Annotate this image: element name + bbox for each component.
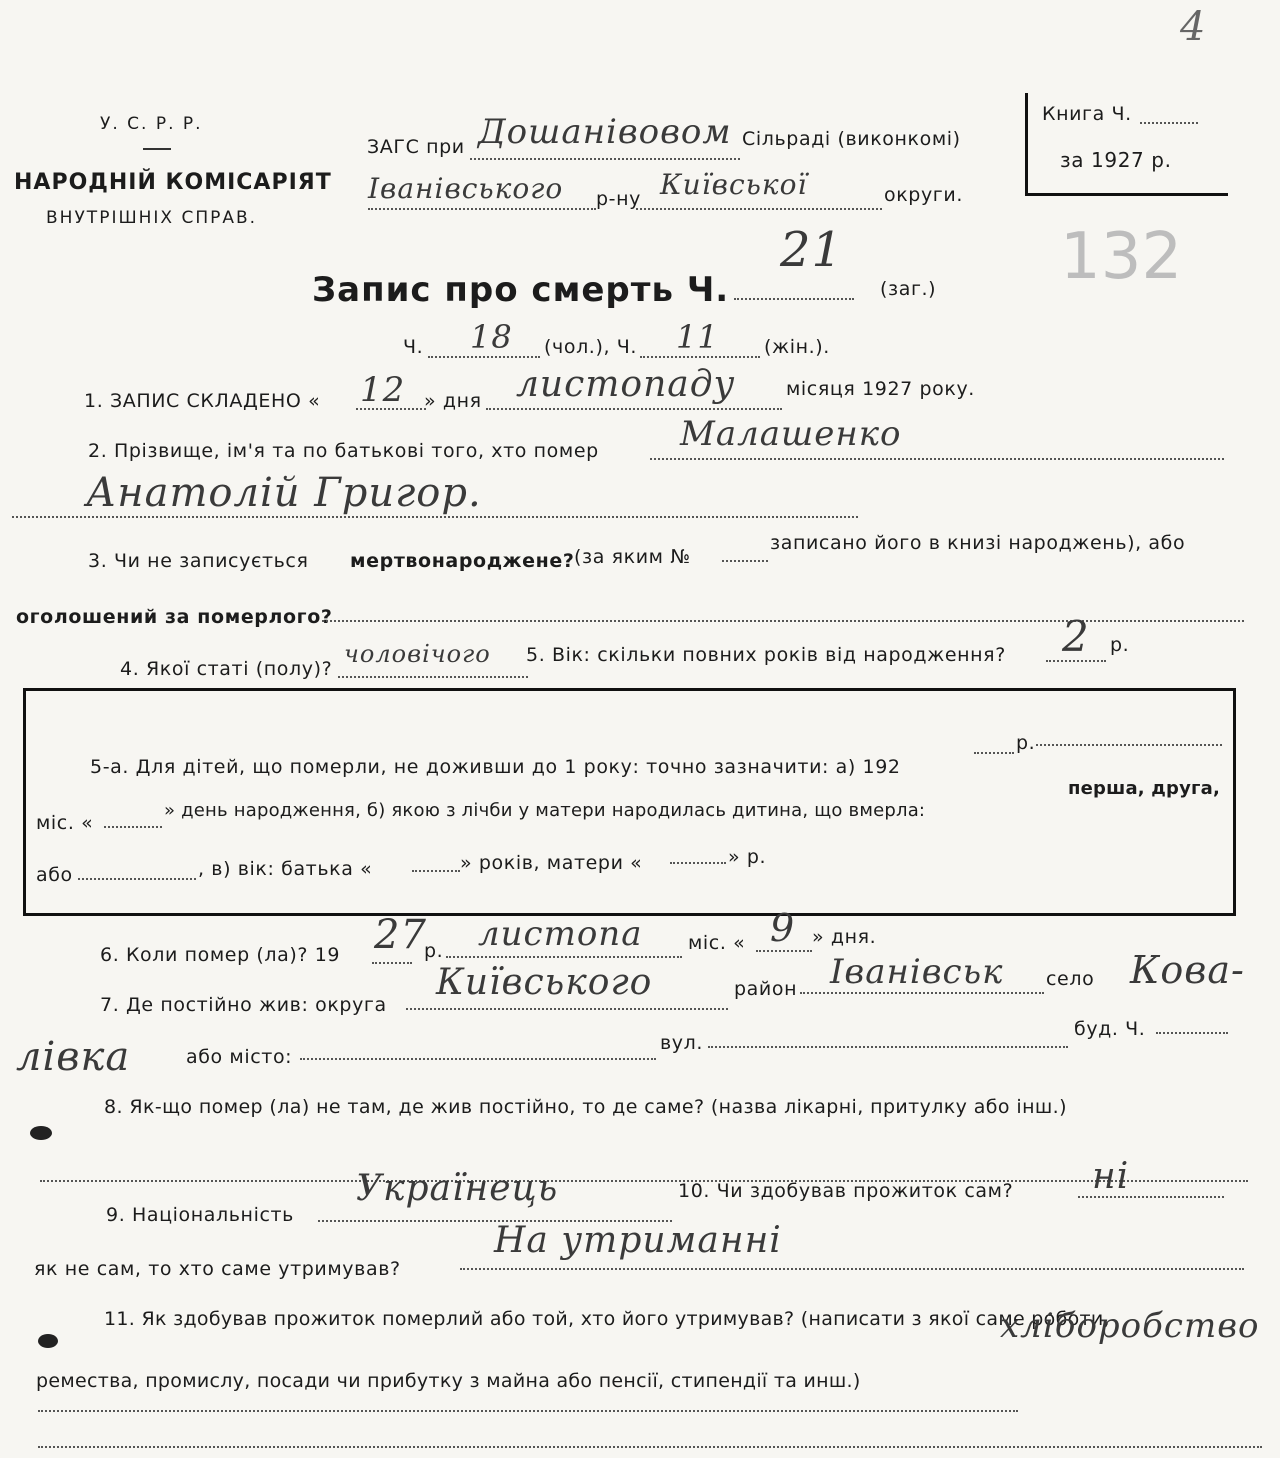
field1-day-handwritten: 12 — [360, 370, 406, 410]
field9-label: 9. Національність — [106, 1204, 294, 1226]
okrug-label: округи. — [884, 184, 963, 206]
field3-stillborn: мертвонароджене? — [350, 550, 575, 572]
field7-okrug-handwritten: Київського — [436, 962, 653, 1003]
book-label: Книга Ч. — [1042, 103, 1132, 125]
field3-label-b: (за яким № — [574, 546, 691, 568]
field4-handwritten: чоловічого — [344, 640, 491, 668]
field1-mid: » дня — [424, 390, 482, 412]
female-label: (жін.). — [764, 336, 830, 358]
field5-end: р. — [1110, 634, 1130, 656]
field7-raion: район — [734, 978, 798, 1000]
male-count-handwritten: 18 — [470, 318, 513, 356]
field7-vul: вул. — [660, 1032, 704, 1054]
record-number-handwritten: 21 — [780, 222, 844, 278]
pencil-number: 132 — [1060, 220, 1183, 294]
field6-day-handwritten: 9 — [770, 906, 796, 950]
field1-end: місяця 1927 року. — [786, 378, 975, 400]
male-label: (чол.), Ч. — [544, 336, 638, 358]
district-handwritten: Іванівського — [368, 172, 564, 205]
female-count-handwritten: 11 — [676, 318, 719, 356]
field5a-line2-b: » день народження, б) якою з лічби у матери народилась дитина, що вмерла: — [164, 800, 926, 821]
field6-year-handwritten: 27 — [374, 912, 427, 958]
council-handwritten: Дошанівовом — [478, 112, 732, 152]
field5-handwritten: 2 — [1062, 612, 1090, 661]
field6-end: » дня. — [812, 926, 877, 948]
okrug-handwritten: Київської — [660, 168, 808, 201]
field1-month-handwritten: листопаду — [516, 364, 736, 405]
field7-label: 7. Де постійно жив: округа — [100, 994, 387, 1016]
council-label: Сільраді (виконкомі) — [742, 128, 961, 150]
field5a-line3-c: » років, матери « — [460, 852, 643, 874]
corner-mark: 4 — [1180, 4, 1206, 50]
field10b-handwritten: На утриманні — [494, 1220, 782, 1261]
commissariat-label: НАРОДНІЙ КОМІСАРІЯТ — [14, 170, 332, 195]
header-divider — [143, 148, 171, 150]
field11-line2: ремества, промислу, посади чи прибутку з майна або пенсії, стипендії та инш.) — [36, 1370, 861, 1392]
field5-label: 5. Вік: скільки повних років від народження? — [526, 644, 1006, 666]
record-total-suffix: (заг.) — [880, 278, 937, 300]
field6-r: р. — [424, 940, 444, 962]
field5a-line2-bold: перша, друга, — [1068, 778, 1221, 799]
field10-handwritten: ні — [1092, 1156, 1130, 1197]
field11-line1: 11. Як здобував прожиток померлий або той, хто його утримував? (написати з якої саме роботи, — [104, 1308, 1110, 1330]
field6-month-handwritten: листопа — [478, 914, 643, 954]
field5a-line2-a: міс. « — [36, 812, 94, 834]
field2-surname-handwritten: Малашенко — [680, 414, 902, 454]
field5a-line1: 5-а. Для дітей, що померли, не доживши до 1 року: точно зазначити: а) 192 — [90, 756, 901, 778]
field7-raion-handwritten: Іванівськ — [830, 952, 1004, 992]
field5a-line3-b: , в) вік: батька « — [198, 858, 373, 880]
field8-label: 8. Як-що помер (ла) не там, де жив постійно, то де саме? (назва лікарні, притулку або інш.) — [104, 1096, 1067, 1118]
district-label: р-ну — [596, 188, 641, 210]
field9-handwritten: Українець — [356, 1168, 559, 1209]
field10b-label: як не сам, то хто саме утримував? — [34, 1258, 401, 1280]
field7-selo-handwritten: Кова- — [1130, 948, 1245, 992]
field10-label: 10. Чи здобував прожиток сам? — [678, 1180, 1014, 1202]
ink-blot — [30, 1126, 52, 1140]
field6-mis: міс. « — [688, 932, 746, 954]
field1-label: 1. ЗАПИС СКЛАДЕНО « — [84, 390, 321, 412]
book-year: за 1927 р. — [1060, 148, 1172, 172]
field3-declared-dead: оголошений за померлого? — [16, 606, 333, 628]
field5a-line3-a: або — [36, 864, 73, 886]
field2-name-handwritten: Анатолій Григор. — [86, 470, 482, 516]
field6-label: 6. Коли помер (ла)? 19 — [100, 944, 341, 966]
field4-label: 4. Якої статі (полу)? — [120, 658, 333, 680]
field7-selo-handwritten-cont: лівка — [16, 1034, 131, 1080]
field5a-line3-d: » р. — [728, 846, 767, 868]
field7-selo: село — [1046, 968, 1095, 990]
field5a-line1-end: р. — [1016, 732, 1036, 754]
republic-label: У. С. Р. Р. — [100, 114, 203, 134]
field2-label: 2. Прізвище, ім'я та по батькові того, хто помер — [88, 440, 599, 462]
ink-blot — [38, 1334, 58, 1348]
record-title: Запис про смерть Ч. — [312, 270, 730, 310]
male-prefix: Ч. — [403, 336, 424, 358]
field7-bud: буд. Ч. — [1074, 1018, 1146, 1040]
field11-handwritten: хліборобство — [1000, 1306, 1260, 1346]
field3-label-c: записано його в книзі народжень), або — [770, 532, 1186, 554]
registry-prefix: ЗАГС при — [367, 136, 465, 158]
department-label: ВНУТРІШНІХ СПРАВ. — [46, 208, 258, 228]
field7-misto: або місто: — [186, 1046, 293, 1068]
field3-label-a: 3. Чи не записується — [88, 550, 309, 572]
